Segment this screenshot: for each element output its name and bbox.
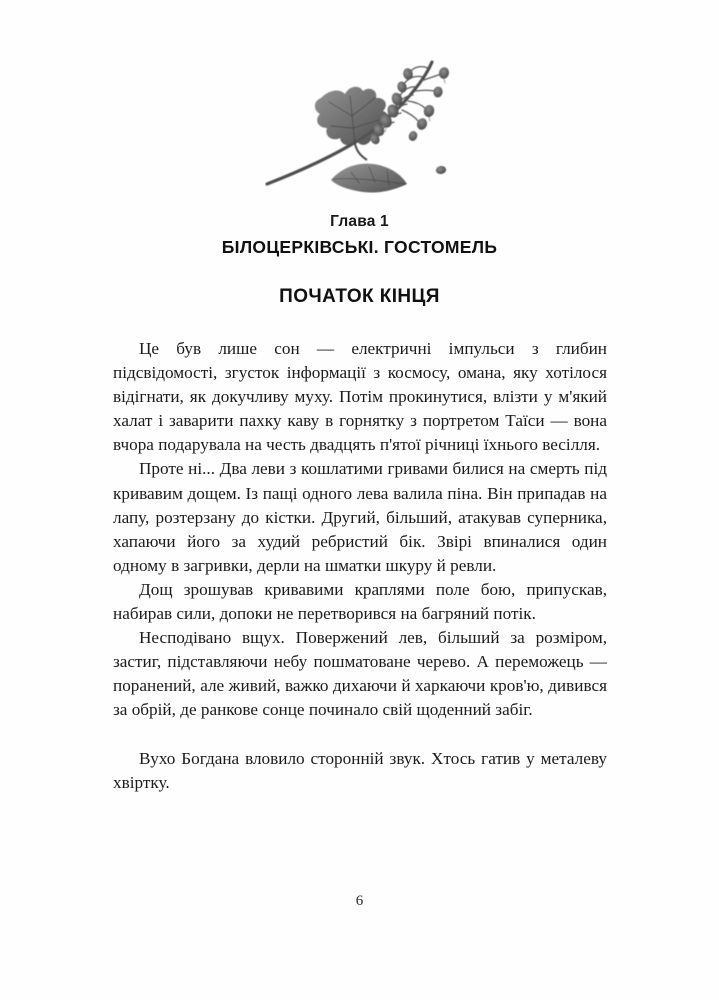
paragraph: Дощ зрошував кривавими краплями поле бою, припускав, набирав сили, допоки не перетворився на багряний потік.: [113, 579, 607, 624]
chapter-title: БІЛОЦЕРКІВСЬКІ. ГОСТОМЕЛЬ: [221, 236, 498, 257]
chapter-number: Глава 1: [330, 213, 389, 230]
body-text: [113, 337, 607, 795]
chapter-heading-group: [0, 212, 719, 308]
paragraph: Вухо Богдана вловило сторонній звук. Хтось гатив у металеву хвіртку.: [113, 748, 607, 792]
paragraph: Несподівано вщух. Повержений лев, більший за розміром, застиг, підставляючи небу пошматоване черево. А переможець — поранений, але живий, важко дихаючи й харкаючи кров'ю, дивився за обрій, де ранкове сонце починало свій щоденний забіг.: [113, 628, 607, 720]
paragraph: Це був лише сон — електричні імпульси з глибин підсвідомості, згусток інформації з космосу, омана, яку хотілося відігнати, як докучливу муху. Потім прокинутися, влізти у м'який халат і заварити пахку каву в горнятку з портретом Таїси — вона вчора подарувала на честь двадцять п'ятої річниці їхнього весілля.: [113, 339, 607, 455]
page-number: 6: [355, 893, 364, 909]
section-title: ПОЧАТОК КІНЦЯ: [279, 285, 440, 307]
paragraph: Проте ні... Два леви з кошлатими гривами билися на смерть під кривавим дощем. Із пащі одного лева валила піна. Він припадав на лапу, розтерзану до кістки. Другий, більший, атакував суперника, хапаючи його за худий ребристий бік. Звірі впиналися один одному в загривки, дерли на шматки шкуру й ревли.: [113, 459, 607, 575]
botanical-branch-icon: [255, 52, 470, 204]
